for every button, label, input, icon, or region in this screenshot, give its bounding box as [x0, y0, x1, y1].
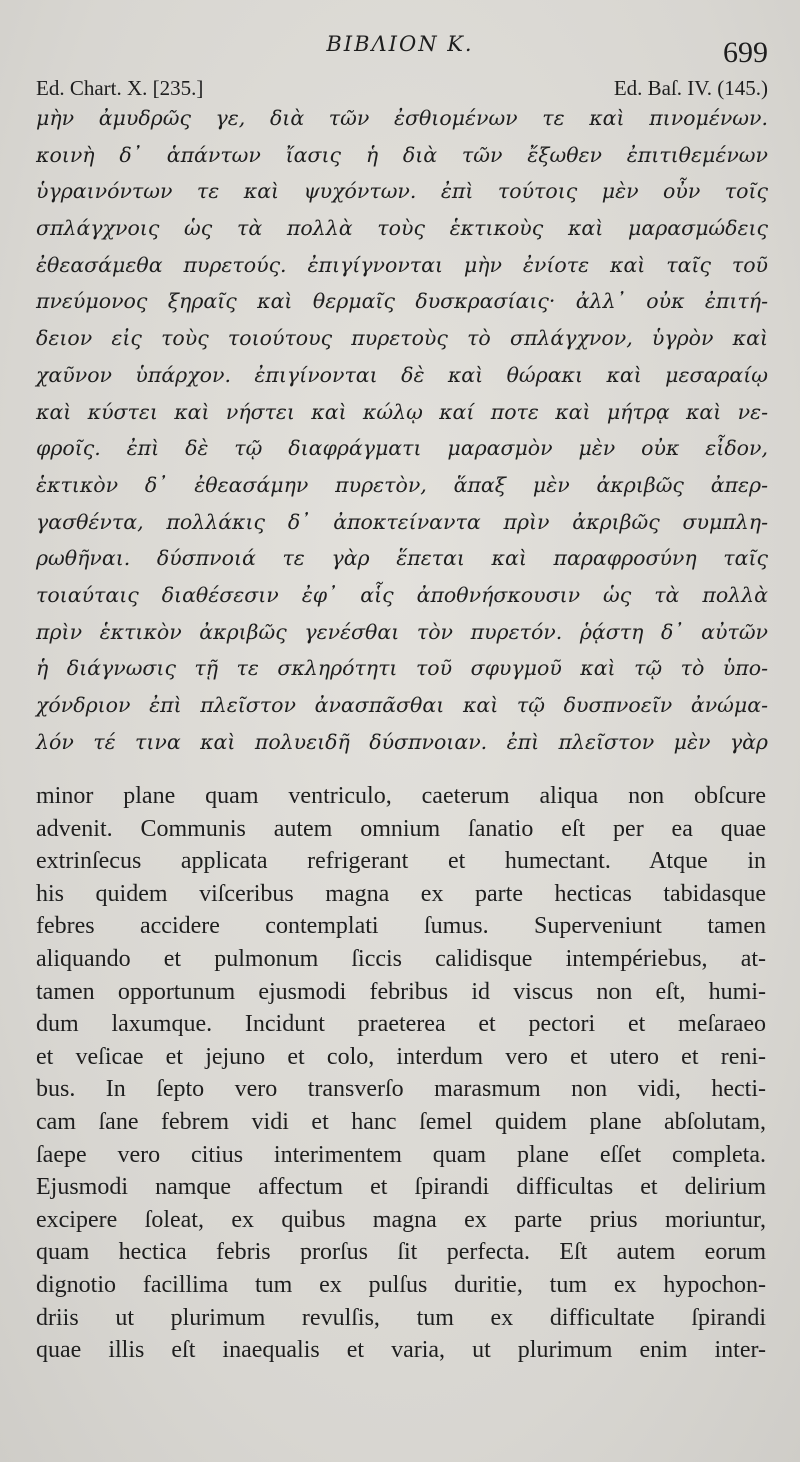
latin-line: cam ſane febrem vidi et hanc ſemel quidem plane abſolutam, — [36, 1108, 766, 1135]
latin-line: et veſicae et jejuno et colo, interdum vero et utero et reni- — [36, 1043, 766, 1070]
page-number: 699 — [723, 36, 768, 69]
greek-line: πνεύμονος ξηραῖς καὶ θερμαῖς δυσκρασίαις· ἀλλ᾽ οὐκ ἐπιτή- — [36, 289, 768, 314]
latin-line: aliquando et pulmonum ſiccis calidisque intempériebus, at- — [36, 945, 766, 972]
latin-line: his quidem viſceribus magna ex parte hecticas tabidasque — [36, 880, 766, 907]
greek-line: ἐθεασάμεθα πυρετούς. ἐπιγίγνονται μὴν ἐνίοτε καὶ ταῖς τοῦ — [36, 252, 768, 277]
greek-line: καὶ κύστει καὶ νήστει καὶ κώλῳ καί ποτε καὶ μήτρᾳ καὶ νε- — [36, 399, 768, 424]
latin-line: febres accidere contemplati ſumus. Superveniunt tamen — [36, 913, 766, 940]
latin-line: minor plane quam ventriculo, caeterum aliqua non obſcure — [36, 783, 766, 809]
running-title: BIBΛΙΟΝ Κ. — [326, 32, 474, 56]
greek-line: χαῦνον ὑπάρχον. ἐπιγίνονται δὲ καὶ θώρακι καὶ μεσαραίῳ — [36, 362, 768, 387]
latin-line: dignotio facillima tum ex pulſus duritie, tum ex hypochon- — [36, 1271, 766, 1298]
latin-line: driis ut plurimum revulſis, tum ex difficultate ſpirandi — [36, 1304, 766, 1331]
latin-line: dum laxumque. Incidunt praeterea et pectori et meſaraeo — [36, 1011, 766, 1038]
greek-line: ρωθῆναι. δύσπνοιά τε γὰρ ἕπεται καὶ παραφροσύνη ταῖς — [36, 546, 768, 571]
latin-line: tamen opportunum ejusmodi febribus id viscus non eſt, humi- — [36, 978, 766, 1005]
greek-line: δειον εἰς τοὺς τοιούτους πυρετοὺς τὸ σπλάγχνον, ὑγρὸν καὶ — [36, 326, 768, 351]
greek-line: ἑκτικὸν δ᾽ ἐθεασάμην πυρετὸν, ἅπαξ μὲν ἀκριβῶς ἀπερ- — [36, 472, 768, 497]
latin-line: extrinſecus applicata refrigerant et humectant. Atque in — [36, 848, 766, 875]
greek-line: κοινὴ δ᾽ ἁπάντων ἴασις ἡ διὰ τῶν ἔξωθεν ἐπιτιθεμένων — [36, 142, 768, 167]
greek-line: χόνδριον ἐπὶ πλεῖστον ἀνασπᾶσθαι καὶ τῷ δυσπνοεῖν ἀνώμα- — [36, 693, 768, 717]
latin-line: Ejusmodi namque affectum et ſpirandi difficultas et delirium — [36, 1174, 766, 1201]
latin-line: ſaepe vero citius interimentem quam plane eſſet completa. — [36, 1141, 766, 1168]
greek-line: φροῖς. ἐπὶ δὲ τῷ διαφράγματι μαρασμὸν μὲν οὐκ εἶδον, — [36, 436, 768, 461]
greek-line: λόν τέ τινα καὶ πολυειδῆ δύσπνοιαν. ἐπὶ πλεῖστον μὲν γὰρ — [36, 729, 768, 754]
greek-text-block — [36, 100, 768, 760]
latin-line: bus. In ſepto vero transverſo marasmum non vidi, hecti- — [36, 1076, 766, 1103]
latin-line: quam hectica febris prorſus ſit perfecta. Eſt autem eorum — [36, 1239, 766, 1266]
greek-line: μὴν ἀμυδρῶς γε, διὰ τῶν ἐσθιομένων τε καὶ πινομένων. — [36, 106, 768, 130]
latin-text-block — [36, 780, 766, 1367]
greek-line: ἡ διάγνωσις τῇ τε σκληρότητι τοῦ σφυγμοῦ καὶ τῷ τὸ ὑπο- — [36, 656, 768, 681]
greek-line: γασθέντα, πολλάκις δ᾽ ἀποκτείναντα πρὶν ἀκριβῶς συμπλη- — [36, 509, 768, 534]
greek-line: τοιαύταις διαθέσεσιν ἐφ᾽ αἷς ἀποθνήσκουσιν ὡς τὰ πολλὰ — [36, 582, 768, 607]
greek-line: πρὶν ἑκτικὸν ἀκριβῶς γενέσθαι τὸν πυρετόν. ῥᾴστη δ᾽ αὐτῶν — [36, 619, 768, 644]
greek-line: σπλάγχνοις ὡς τὰ πολλὰ τοὺς ἑκτικοὺς καὶ μαρασμώδεις — [36, 216, 768, 241]
greek-line: ὑγραινόντων τε καὶ ψυχόντων. ἐπὶ τούτοις μὲν οὖν τοῖς — [36, 179, 768, 204]
latin-line: excipere ſoleat, ex quibus magna ex parte prius moriuntur, — [36, 1206, 766, 1233]
latin-line: quae illis eſt inaequalis et varia, ut plurimum enim inter- — [36, 1337, 766, 1364]
edition-reference-left: Ed. Chart. X. [235.] — [36, 76, 204, 100]
latin-line: advenit. Communis autem omnium ſanatio eſt per ea quae — [36, 815, 766, 842]
edition-reference-right: Ed. Baſ. IV. (145.) — [613, 76, 768, 100]
